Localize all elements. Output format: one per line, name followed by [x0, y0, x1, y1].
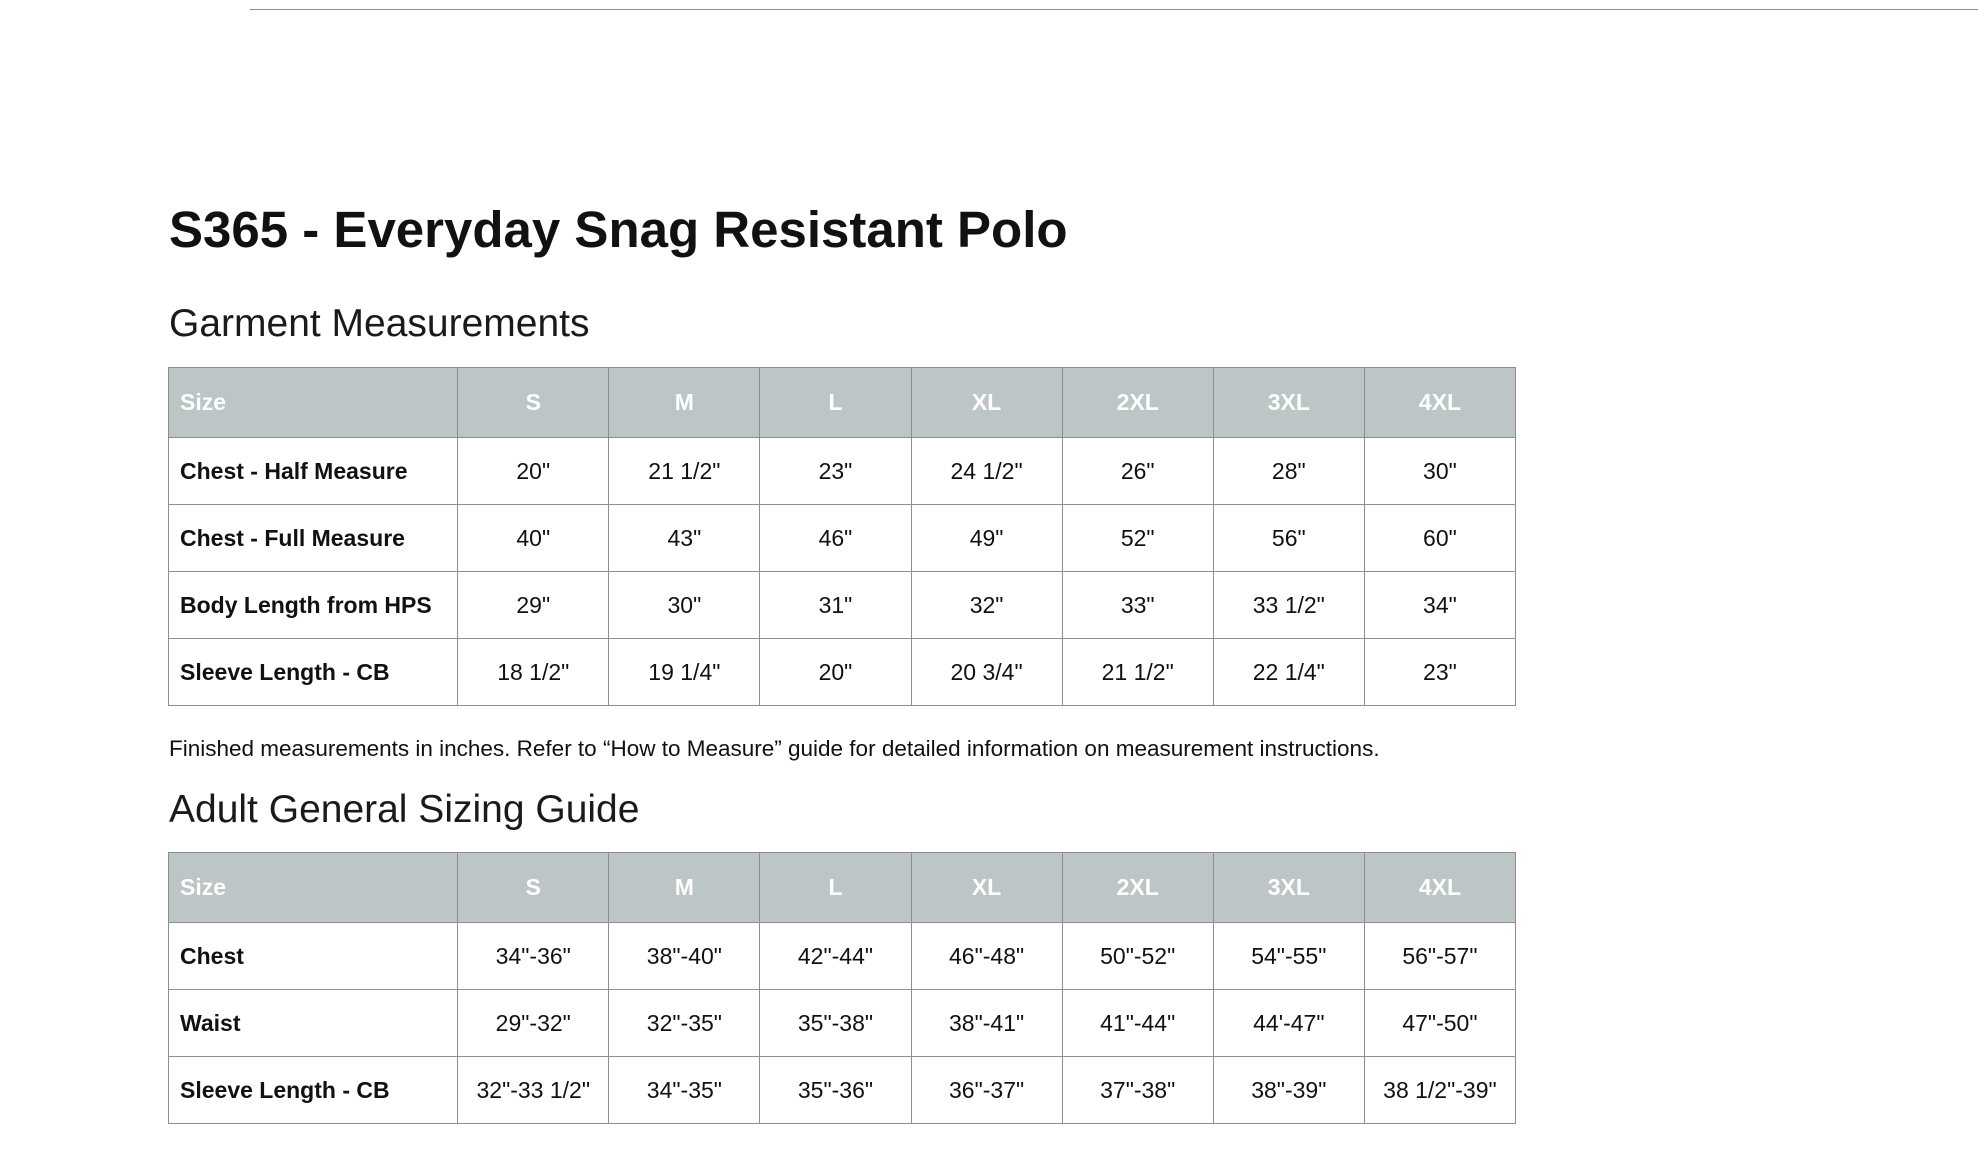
table-cell: 30" — [1364, 438, 1515, 505]
row-label-cell: Sleeve Length - CB — [169, 639, 458, 706]
measurement-note: Finished measurements in inches. Refer to “How to Measure” guide for detailed information on measurement instructions. — [169, 736, 1380, 761]
table-cell: 38"-41" — [911, 990, 1062, 1057]
table-row — [169, 639, 1516, 706]
table-cell: 22 1/4" — [1213, 639, 1364, 706]
table-cell: 23" — [760, 438, 911, 505]
table-cell: 31" — [760, 572, 911, 639]
header-cell-m: M — [609, 853, 760, 923]
table-cell: 24 1/2" — [911, 438, 1062, 505]
table-cell: 21 1/2" — [1062, 639, 1213, 706]
row-label-cell: Chest — [169, 923, 458, 990]
table-row — [169, 438, 1516, 505]
table-cell: 38"-40" — [609, 923, 760, 990]
table-cell: 29"-32" — [458, 990, 609, 1057]
table-row — [169, 1057, 1516, 1124]
table-cell: 52" — [1062, 505, 1213, 572]
table-cell: 37"-38" — [1062, 1057, 1213, 1124]
table-cell: 32"-33 1/2" — [458, 1057, 609, 1124]
table-cell: 42"-44" — [760, 923, 911, 990]
table-cell: 56" — [1213, 505, 1364, 572]
table-cell: 36"-37" — [911, 1057, 1062, 1124]
table-cell: 28" — [1213, 438, 1364, 505]
header-cell-s: S — [458, 368, 609, 438]
table-cell: 38"-39" — [1213, 1057, 1364, 1124]
table-cell: 29" — [458, 572, 609, 639]
table-row — [169, 505, 1516, 572]
table-cell: 41"-44" — [1062, 990, 1213, 1057]
table-cell: 33 1/2" — [1213, 572, 1364, 639]
table-cell: 35"-36" — [760, 1057, 911, 1124]
table-cell: 32" — [911, 572, 1062, 639]
table-cell: 34"-36" — [458, 923, 609, 990]
header-cell-s: S — [458, 853, 609, 923]
table-cell: 56"-57" — [1364, 923, 1515, 990]
top-divider-line — [250, 9, 1978, 10]
table-cell: 46" — [760, 505, 911, 572]
row-label-cell: Waist — [169, 990, 458, 1057]
header-cell-xl: XL — [911, 853, 1062, 923]
table-cell: 38 1/2"-39" — [1364, 1057, 1515, 1124]
adult-sizing-guide-table — [168, 852, 1516, 1124]
table-header-row — [169, 853, 1516, 923]
header-cell-3xl: 3XL — [1213, 368, 1364, 438]
table-cell: 46"-48" — [911, 923, 1062, 990]
table-row — [169, 572, 1516, 639]
table-cell: 49" — [911, 505, 1062, 572]
table-cell: 18 1/2" — [458, 639, 609, 706]
table-header-row — [169, 368, 1516, 438]
row-label-cell: Chest - Full Measure — [169, 505, 458, 572]
header-cell-4xl: 4XL — [1364, 368, 1515, 438]
table-cell: 26" — [1062, 438, 1213, 505]
table-cell: 32"-35" — [609, 990, 760, 1057]
table-row — [169, 990, 1516, 1057]
table-cell: 19 1/4" — [609, 639, 760, 706]
table-cell: 44'-47" — [1213, 990, 1364, 1057]
table-cell: 34"-35" — [609, 1057, 760, 1124]
document-title: S365 - Everyday Snag Resistant Polo — [169, 201, 1068, 258]
table-cell: 20" — [760, 639, 911, 706]
table-cell: 20 3/4" — [911, 639, 1062, 706]
table-cell: 21 1/2" — [609, 438, 760, 505]
header-cell-2xl: 2XL — [1062, 368, 1213, 438]
row-label-cell: Sleeve Length - CB — [169, 1057, 458, 1124]
header-cell-2xl: 2XL — [1062, 853, 1213, 923]
table-cell: 50"-52" — [1062, 923, 1213, 990]
header-cell-size: Size — [169, 368, 458, 438]
table-cell: 47"-50" — [1364, 990, 1515, 1057]
header-cell-l: L — [760, 853, 911, 923]
table-cell: 20" — [458, 438, 609, 505]
table-row — [169, 923, 1516, 990]
table-cell: 30" — [609, 572, 760, 639]
row-label-cell: Chest - Half Measure — [169, 438, 458, 505]
table-cell: 35"-38" — [760, 990, 911, 1057]
header-cell-size: Size — [169, 853, 458, 923]
table-cell: 23" — [1364, 639, 1515, 706]
table-cell: 34" — [1364, 572, 1515, 639]
table-cell: 40" — [458, 505, 609, 572]
header-cell-4xl: 4XL — [1364, 853, 1515, 923]
adult-sizing-guide-heading: Adult General Sizing Guide — [169, 788, 640, 831]
garment-measurements-table — [168, 367, 1516, 706]
garment-measurements-heading: Garment Measurements — [169, 302, 590, 345]
header-cell-l: L — [760, 368, 911, 438]
header-cell-3xl: 3XL — [1213, 853, 1364, 923]
table-cell: 33" — [1062, 572, 1213, 639]
header-cell-m: M — [609, 368, 760, 438]
row-label-cell: Body Length from HPS — [169, 572, 458, 639]
table-cell: 60" — [1364, 505, 1515, 572]
table-cell: 54"-55" — [1213, 923, 1364, 990]
header-cell-xl: XL — [911, 368, 1062, 438]
table-cell: 43" — [609, 505, 760, 572]
